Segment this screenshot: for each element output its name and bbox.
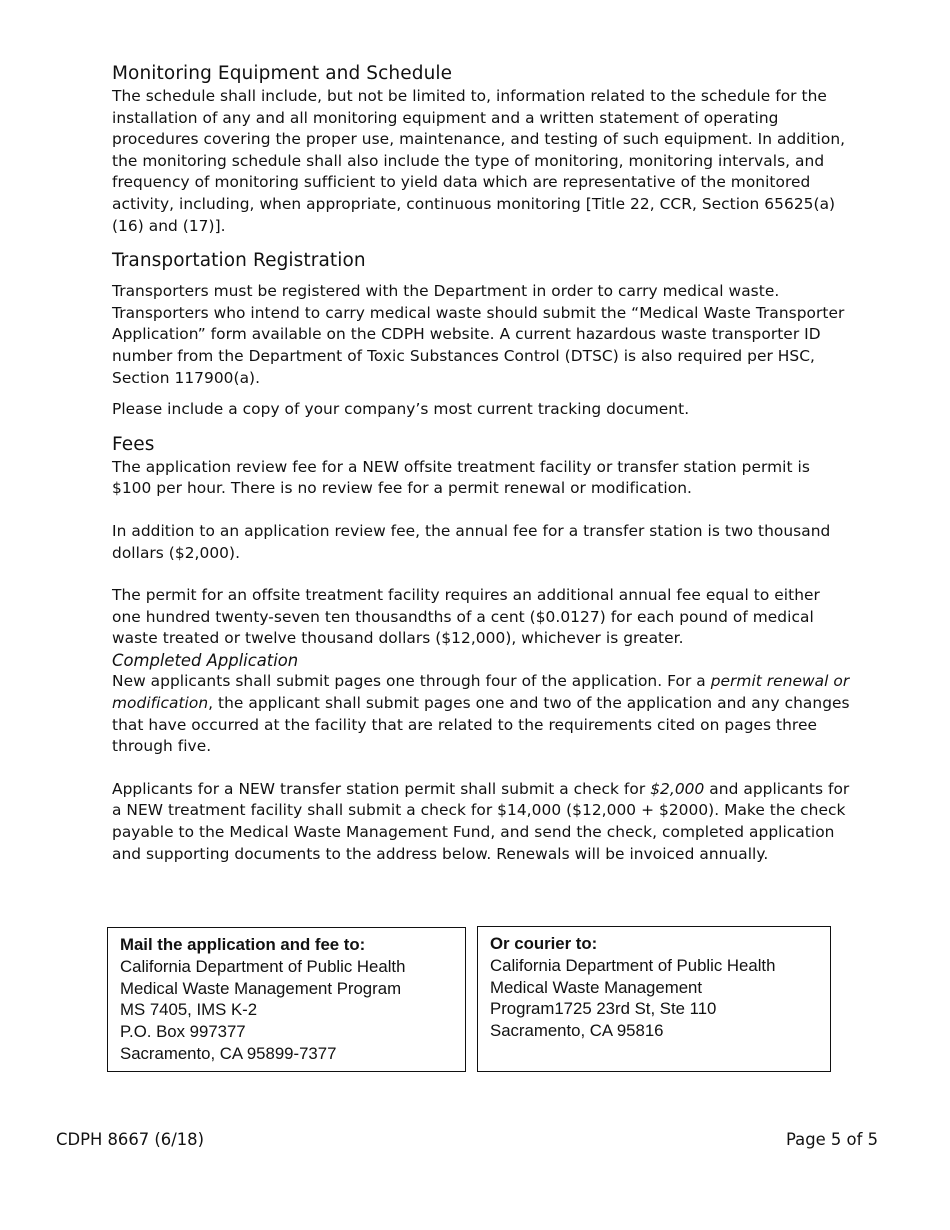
mail-address-line: Sacramento, CA 95899-7377 bbox=[120, 1043, 337, 1063]
fees-text-1: The application review fee for a NEW offsite treatment facility or transfer station permit is $100 per hour. There is no review fee for a permit renewal or modification. bbox=[112, 457, 810, 498]
transportation-heading: Transportation Registration bbox=[112, 250, 366, 272]
monitoring-text: The schedule shall include, but not be limited to, information related to the schedule for the installation of any and all monitoring equipment and a written statement of operating procedures covering the proper use, maintenance, and testing of such equipment. In addition, the monitoring schedule shall also include the type of monitoring, monitoring intervals, and frequency of monitoring sufficient to yield data which are representative of the monitored activity, including, when appropriate, continuous monitoring [Title 22, CCR, Section 65625(a)(16) and (17)]. bbox=[112, 87, 846, 235]
mail-address-box bbox=[107, 927, 466, 1072]
courier-address-box bbox=[477, 926, 831, 1072]
fees-heading: Fees bbox=[112, 433, 155, 455]
fees-text-3: The permit for an offsite treatment facility requires an additional annual fee equal to either one hundred twenty-seven ten thousandths of a cent ($0.0127) for each pound of medical waste treated or twelve thousand dollars ($12,000), whichever is greater. bbox=[112, 586, 820, 648]
completed-text-1-emphasis: permit renewal or modification bbox=[112, 672, 850, 713]
page-number: Page 5 of 5 bbox=[786, 1130, 878, 1149]
completed-text-2b: and applicants for a NEW treatment facility shall submit a check for $14,000 ($12,000 + $2000). Make the check payable to the Medical Waste Management Fund, and send the check, completed application and supporting documents to the address below. Renewals will be invoiced annually. bbox=[112, 779, 850, 863]
mail-address-line: MS 7405, IMS K-2 bbox=[120, 1000, 258, 1020]
completed-application-heading: Completed Application bbox=[112, 650, 299, 670]
completed-text-2 bbox=[112, 779, 852, 865]
form-number: CDPH 8667 (6/18) bbox=[56, 1130, 205, 1149]
courier-box-title: Or courier to: bbox=[490, 934, 598, 953]
transportation-text-1: Transporters must be registered with the Department in order to carry medical waste. Transporters who intend to carry medical waste should submit the “Medical Waste Transporter Application” form available on the CDPH website. A current hazardous waste transporter ID number from the Department of Toxic Substances Control (DTSC) is also required per HSC, Section 117900(a). bbox=[112, 282, 845, 387]
mail-box-title: Mail the application and fee to: bbox=[120, 935, 366, 954]
monitoring-heading: Monitoring Equipment and Schedule bbox=[112, 63, 453, 84]
mail-address-line: California Department of Public Health bbox=[120, 956, 406, 976]
page-content bbox=[112, 62, 852, 865]
completed-text-1 bbox=[112, 671, 852, 757]
courier-address-line: Sacramento, CA 95816 bbox=[490, 1021, 664, 1041]
completed-text-1a: New applicants shall submit pages one through four of the application. For a bbox=[112, 672, 711, 691]
completed-text-2a: Applicants for a NEW transfer station permit shall submit a check for bbox=[112, 779, 651, 798]
courier-address-line: Program1725 23rd St, Ste 110 bbox=[490, 999, 717, 1019]
completed-text-2-emphasis: $2,000 bbox=[650, 779, 705, 798]
courier-address-line: California Department of Public Health bbox=[490, 955, 776, 975]
mail-address-line: Medical Waste Management Program bbox=[120, 978, 402, 998]
courier-address-line: Medical Waste Management bbox=[490, 977, 703, 997]
completed-text-1b: , the applicant shall submit pages one and two of the application and any changes that have occurred at the facility that are related to the requirements cited on pages three through five. bbox=[112, 694, 850, 756]
transportation-text-2: Please include a copy of your company’s most current tracking document. bbox=[112, 400, 690, 419]
mail-address-line: P.O. Box 997377 bbox=[120, 1022, 246, 1042]
fees-text-2: In addition to an application review fee, the annual fee for a transfer station is two thousand dollars ($2,000). bbox=[112, 521, 831, 562]
